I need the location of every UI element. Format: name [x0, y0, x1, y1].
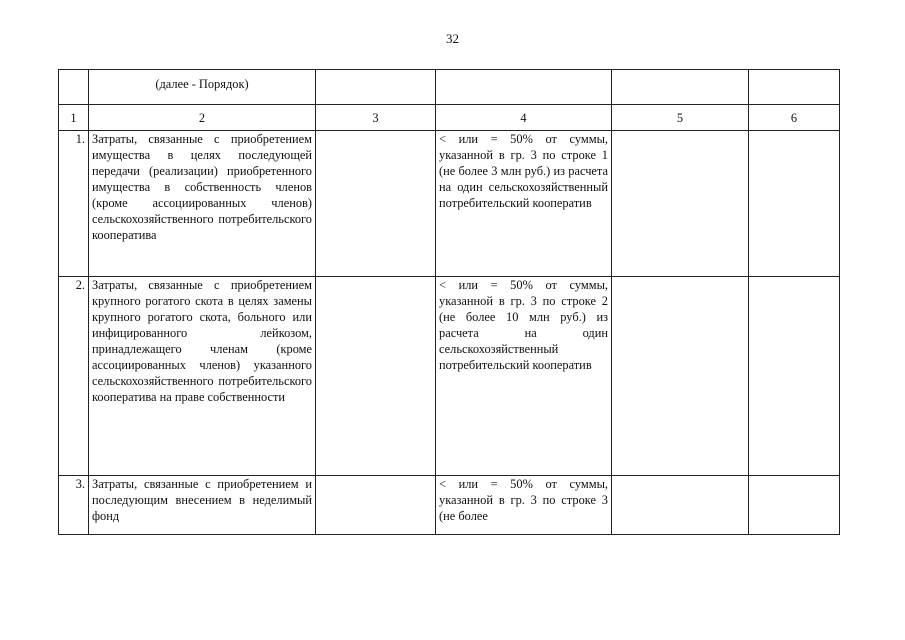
column-number: 5: [612, 105, 749, 131]
row-col6: [749, 277, 840, 476]
row-description: Затраты, связанные с приобретением и последующим внесением в неделимый фонд: [92, 477, 312, 523]
continuation-cell-5: [612, 70, 749, 105]
table-row: [59, 277, 840, 476]
row-limit: < или = 50% от суммы, указанной в гр. 3 по строке 2 (не более 10 млн руб.) из расчета на один сельскохозяйственный потребительский кооператив: [436, 277, 612, 476]
row-col6: [749, 476, 840, 535]
continuation-cell-6: [749, 70, 840, 105]
continuation-cell-2: (далее - Порядок): [89, 70, 316, 105]
row-description: Затраты, связанные с приобретением имущества в целях последующей передачи (реализации) приобретенного имущества в собственность членов (кроме ассоциированных членов) сельскохозяйственного потребительского кооператива: [89, 131, 316, 277]
row-number: 2.: [59, 277, 89, 476]
row-col3: [316, 131, 436, 277]
page-number: 32: [446, 31, 459, 46]
column-number: 6: [749, 105, 840, 131]
row-limit: < или = 50% от суммы, указанной в гр. 3 по строке 3 (не более: [439, 477, 608, 523]
data-table: [58, 69, 840, 535]
continuation-cell-1: [59, 70, 89, 105]
column-number-row: [59, 105, 840, 131]
row-number: 1.: [59, 131, 89, 277]
column-number: 3: [316, 105, 436, 131]
row-description: Затраты, связанные с приобретением крупного рогатого скота в целях замены крупного рогатого скота, больного или инфицированного лейкозом, принадлежащего членам (кроме ассоциированных членов) указанного сельскохозяйственного потребительского кооператива на праве собственности: [89, 277, 316, 476]
row-col5: [612, 131, 749, 277]
table-row: [59, 131, 840, 277]
row-number: 3.: [59, 476, 89, 535]
column-number: 1: [59, 105, 89, 131]
row-col5: [612, 476, 749, 535]
row-limit: < или = 50% от суммы, указанной в гр. 3 по строке 1 (не более 3 млн руб.) из расчета на один сельскохозяйственный потребительский кооператив: [436, 131, 612, 277]
row-col3: [316, 476, 436, 535]
continuation-cell-4: [436, 70, 612, 105]
table-row: [59, 476, 840, 535]
row-col3: [316, 277, 436, 476]
row-col5: [612, 277, 749, 476]
continuation-row: [59, 70, 840, 105]
continuation-cell-3: [316, 70, 436, 105]
row-col6: [749, 131, 840, 277]
column-number: 2: [89, 105, 316, 131]
column-number: 4: [436, 105, 612, 131]
